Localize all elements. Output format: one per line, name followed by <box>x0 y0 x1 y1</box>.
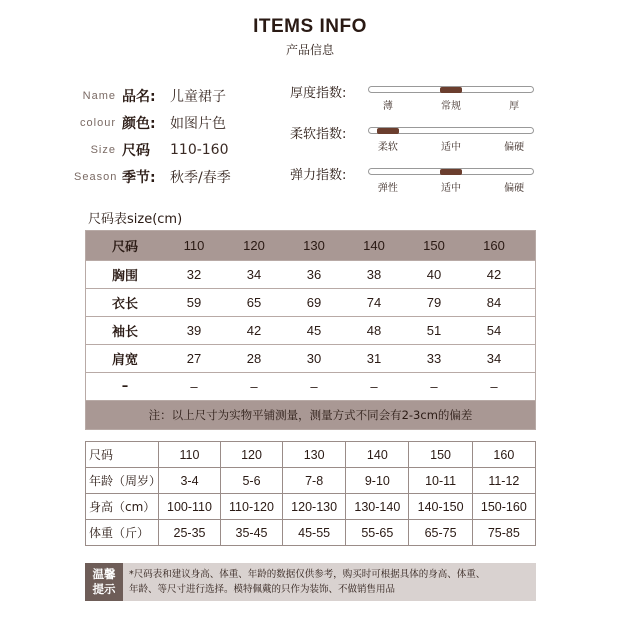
info-en: colour <box>80 116 116 129</box>
table-cell: 110 <box>159 442 221 468</box>
size-table-header <box>86 231 535 261</box>
scale-option: 适中 <box>441 183 461 194</box>
product-info <box>74 82 231 190</box>
table-cell: 140 <box>346 442 409 468</box>
table-cell: 42 <box>486 267 502 282</box>
scale-label: 厚度指数: <box>290 86 347 101</box>
table-cell: 69 <box>306 295 322 310</box>
table-cell: 27 <box>186 351 202 366</box>
measurement-note: 注：以上尺寸为实物平铺测量，测量方式不同会有2-3cm的偏差 <box>86 401 535 429</box>
table-cell: 38 <box>366 267 382 282</box>
size-table <box>85 230 536 430</box>
info-key: 品名: <box>122 88 156 105</box>
table-cell: 120 <box>221 442 283 468</box>
row-key: 身高（cm） <box>86 494 159 520</box>
scale-option: 适中 <box>441 142 461 153</box>
table-cell: – <box>190 379 198 394</box>
scale-option: 偏硬 <box>504 183 525 194</box>
info-value: 如图片色 <box>170 115 226 132</box>
row-key: 体重（斤） <box>86 520 159 546</box>
table-cell: 10-11 <box>409 468 472 494</box>
tip-badge-line: 温馨 <box>92 567 116 581</box>
table-cell: 3-4 <box>159 468 221 494</box>
info-value: 110-160 <box>170 141 229 158</box>
scale-option: 厚 <box>509 101 520 112</box>
info-value: 秋季/春季 <box>170 169 231 186</box>
table-cell: 7-8 <box>283 468 346 494</box>
info-key: 季节: <box>122 169 156 186</box>
info-en: Season <box>74 170 118 183</box>
table-row <box>86 373 535 401</box>
table-cell: – <box>430 379 438 394</box>
size-header-cell: 130 <box>303 238 325 253</box>
table-cell: 45-55 <box>283 520 346 546</box>
table-cell: – <box>310 379 318 394</box>
scale-marker <box>440 87 462 93</box>
title-en: ITEMS INFO <box>253 16 367 37</box>
table-row <box>86 520 536 546</box>
row-key: 肩宽 <box>111 353 138 368</box>
table-cell: 30 <box>306 351 322 366</box>
table-cell: 45 <box>306 323 322 338</box>
table-cell: 79 <box>426 295 442 310</box>
table-row <box>86 494 536 520</box>
tip-text <box>123 563 536 601</box>
table-cell: 39 <box>186 323 202 338</box>
table-cell: 31 <box>366 351 382 366</box>
tip-line: 年龄、等尺寸进行选择。模特佩戴的只作为装饰、不做销售用品 <box>129 584 396 595</box>
table-cell: 59 <box>186 295 202 310</box>
table-cell: 25-35 <box>159 520 221 546</box>
table-cell: 160 <box>472 442 535 468</box>
table-cell: 48 <box>366 323 382 338</box>
info-row-size <box>74 136 231 163</box>
tip-box <box>85 563 536 601</box>
table-cell: 140-150 <box>409 494 472 520</box>
size-table-caption: 尺码表size(cm) <box>88 212 183 227</box>
size-header-cell: 150 <box>423 238 445 253</box>
row-key: 尺码 <box>86 442 159 468</box>
table-cell: 5-6 <box>221 468 283 494</box>
row-key: 衣长 <box>111 297 138 312</box>
row-key: 年龄（周岁） <box>86 468 159 494</box>
tip-line: *尺码表和建议身高、体重、年龄的数据仅供参考，购买时可根据具体的身高、体重、 <box>129 569 486 580</box>
table-cell: 51 <box>426 323 442 338</box>
tip-badge-line: 提示 <box>92 582 116 596</box>
table-cell: 84 <box>486 295 502 310</box>
table-row <box>86 261 535 289</box>
table-row <box>86 317 535 345</box>
scale-option: 弹性 <box>377 183 398 194</box>
table-cell: 34 <box>246 267 262 282</box>
table-cell: 36 <box>306 267 322 282</box>
table-cell: 33 <box>426 351 442 366</box>
info-row-colour <box>74 109 231 136</box>
title-cn: 产品信息 <box>285 43 334 57</box>
reference-table <box>85 441 536 546</box>
table-cell: 75-85 <box>472 520 535 546</box>
info-value: 儿童裙子 <box>170 88 226 105</box>
size-header-cell: 160 <box>483 238 505 253</box>
scale-marker <box>377 128 399 134</box>
table-cell: – <box>490 379 498 394</box>
page-title <box>0 16 620 58</box>
table-cell: – <box>250 379 258 394</box>
table-row <box>86 442 536 468</box>
size-header-cell: 110 <box>183 238 205 253</box>
table-cell: 100-110 <box>159 494 221 520</box>
info-row-name <box>74 82 231 109</box>
size-header-cell: 140 <box>363 238 385 253</box>
table-cell: 42 <box>246 323 262 338</box>
row-key: 袖长 <box>111 325 138 340</box>
size-header-cell: 120 <box>243 238 265 253</box>
table-cell: 28 <box>246 351 262 366</box>
table-cell: 34 <box>486 351 502 366</box>
scale-marker <box>440 169 462 175</box>
scale-option: 柔软 <box>377 142 398 153</box>
info-key: 尺码 <box>122 142 150 159</box>
table-cell: – <box>370 379 378 394</box>
info-row-season <box>74 163 231 190</box>
table-cell: 110-120 <box>221 494 283 520</box>
table-cell: 150-160 <box>472 494 535 520</box>
table-cell: 65 <box>246 295 262 310</box>
scale-label: 弹力指数: <box>290 168 347 183</box>
tip-badge <box>85 563 123 601</box>
table-row <box>86 468 536 494</box>
header-key: 尺码 <box>111 240 138 255</box>
table-cell: 9-10 <box>346 468 409 494</box>
info-en: Size <box>90 143 116 156</box>
row-key: 胸围 <box>111 269 138 284</box>
table-row <box>86 289 535 317</box>
table-cell: 74 <box>366 295 382 310</box>
table-cell: 40 <box>426 267 442 282</box>
table-row <box>86 345 535 373</box>
scale-option: 偏硬 <box>504 142 525 153</box>
table-cell: 130 <box>283 442 346 468</box>
table-cell: 54 <box>486 323 502 338</box>
table-cell: 32 <box>186 267 202 282</box>
table-cell: 130-140 <box>346 494 409 520</box>
scale-option: 常规 <box>441 101 461 112</box>
info-key: 颜色: <box>122 115 156 132</box>
info-en: Name <box>82 89 116 102</box>
table-cell: 55-65 <box>346 520 409 546</box>
scale-label: 柔软指数: <box>290 127 347 142</box>
table-cell: 11-12 <box>472 468 535 494</box>
table-cell: 150 <box>409 442 472 468</box>
table-cell: 35-45 <box>221 520 283 546</box>
table-cell: 120-130 <box>283 494 346 520</box>
row-key: – <box>121 379 129 394</box>
scale-option: 薄 <box>382 101 393 112</box>
table-cell: 65-75 <box>409 520 472 546</box>
